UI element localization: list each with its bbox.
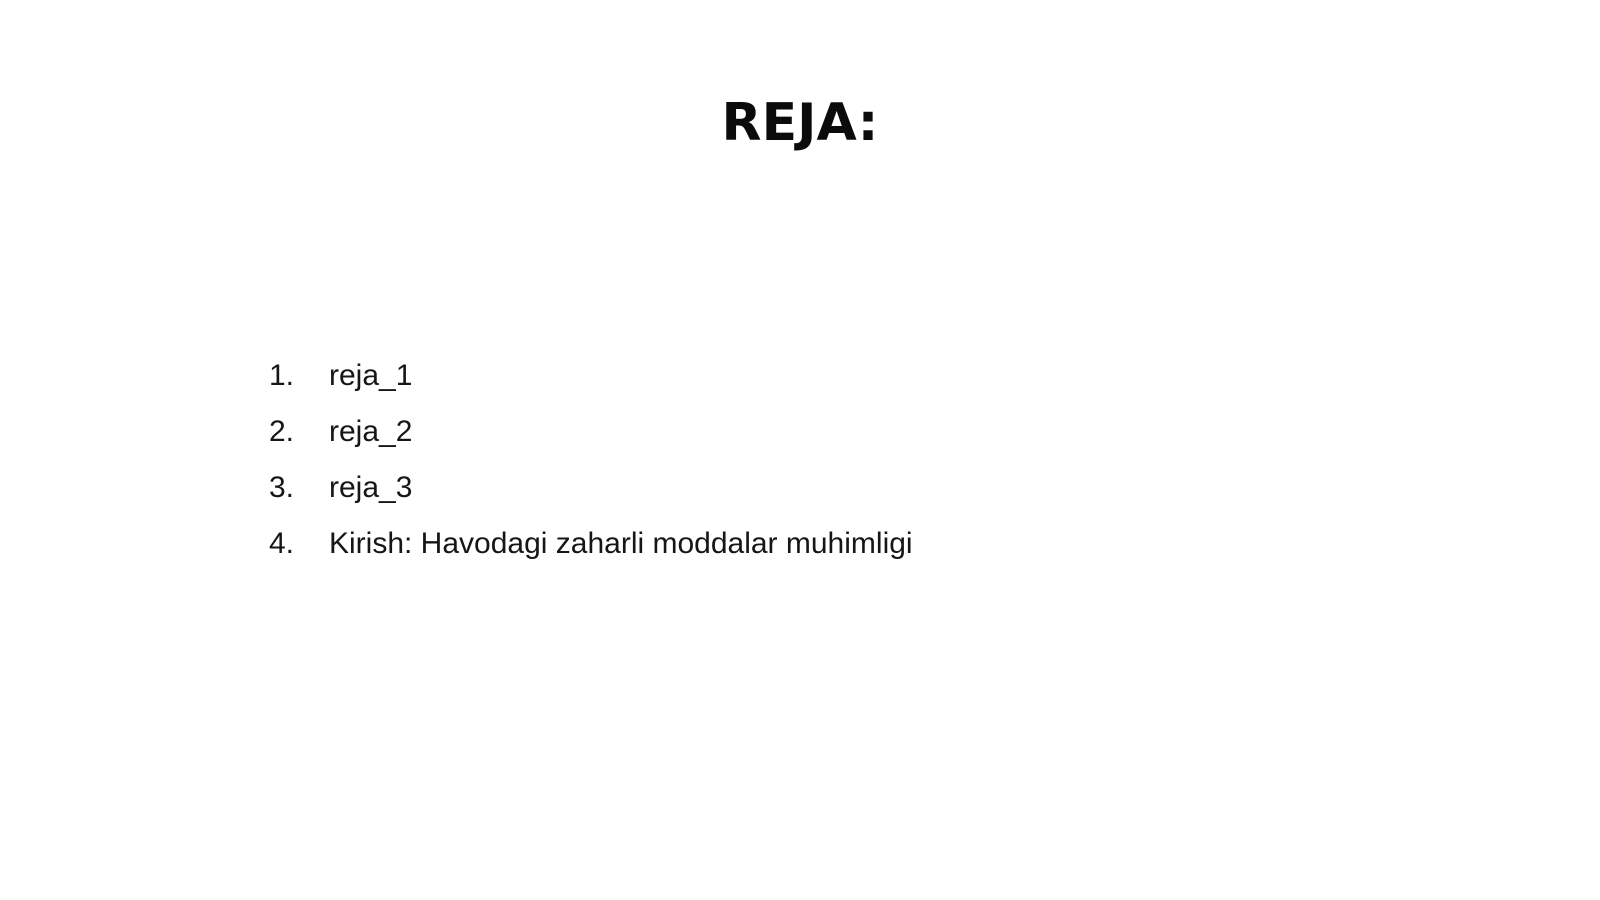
plan-item-text: Kirish: Havodagi zaharli moddalar muhimligi <box>329 527 913 560</box>
plan-item-number: 4. <box>269 527 295 560</box>
plan-item-text: reja_2 <box>329 415 413 448</box>
plan-item-number: 3. <box>269 471 295 504</box>
plan-item-number: 2. <box>269 415 295 448</box>
plan-item-1 <box>269 356 913 412</box>
slide-title: REJA: <box>721 93 879 153</box>
plan-item-2 <box>269 412 913 468</box>
plan-item-text: reja_3 <box>329 471 413 504</box>
plan-item-number: 1. <box>269 359 295 392</box>
plan-item-text: reja_1 <box>329 359 413 392</box>
plan-list <box>269 356 913 580</box>
plan-item-3 <box>269 468 913 524</box>
plan-item-4 <box>269 524 913 580</box>
